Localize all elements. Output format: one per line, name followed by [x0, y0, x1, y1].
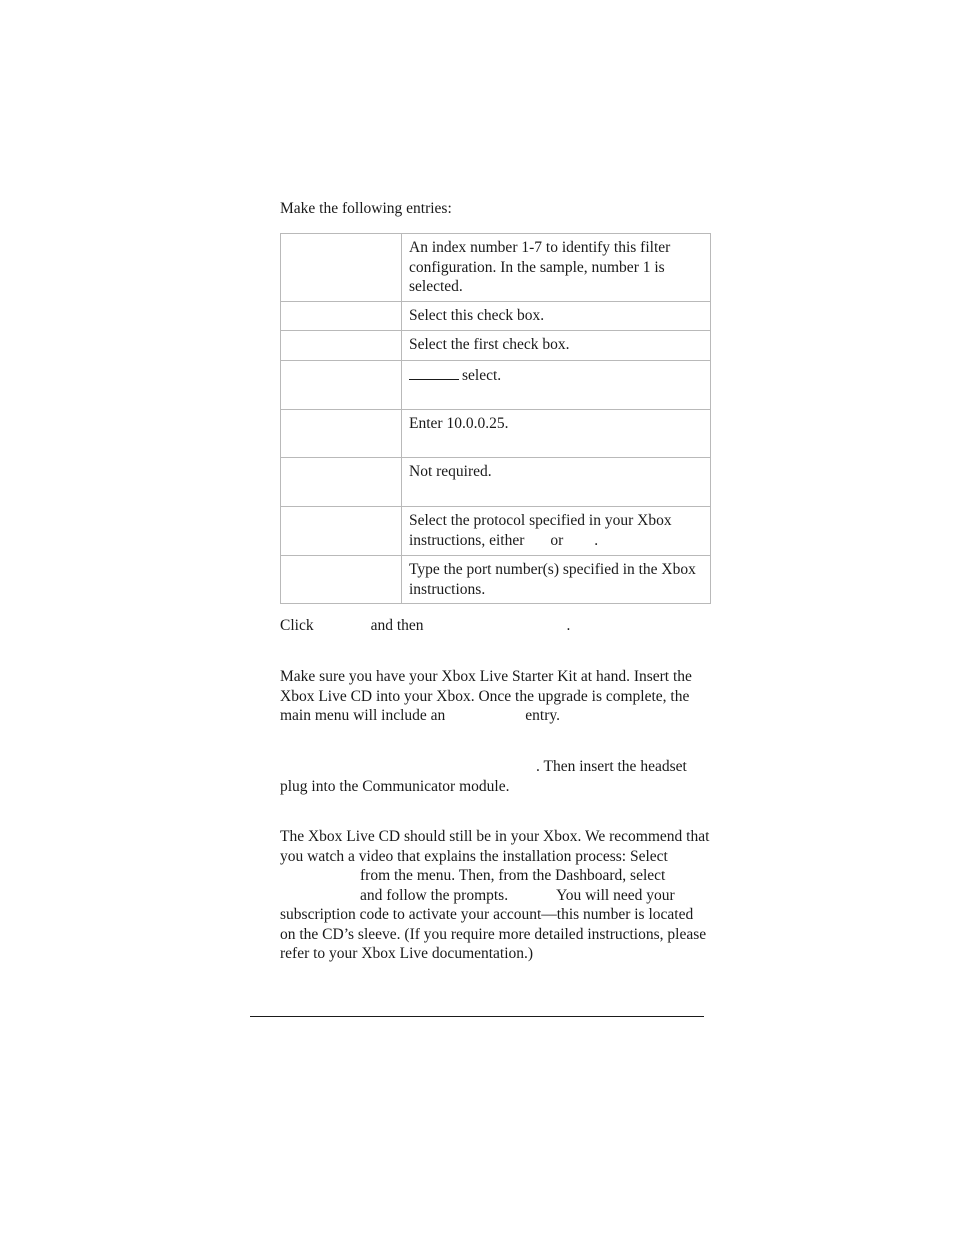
paragraph-starter-kit: [280, 667, 710, 726]
table-row: [281, 234, 711, 302]
row-description: Type the port number(s) specified in the Xbox instructions.: [402, 556, 711, 604]
row-label: [281, 331, 402, 361]
row-description-text: Select the protocol specified in your Xbox instructions, either: [409, 512, 672, 549]
row-description: An index number 1-7 to identify this filter configuration. In the sample, number 1 is selected.: [402, 234, 711, 302]
click-text: Click: [280, 617, 314, 634]
paragraph-text: The Xbox Live CD should still be in your Xbox. We recommend that you watch a video that explains the installation process: Select: [280, 828, 710, 865]
row-label: [281, 458, 402, 507]
paragraph-text: and follow the prompts.: [360, 886, 509, 904]
table-row: [281, 556, 711, 604]
row-description: [402, 507, 711, 556]
row-description-text: select.: [462, 367, 502, 384]
row-description: [402, 361, 711, 410]
table-row: [281, 507, 711, 556]
table-row: [281, 410, 711, 458]
paragraph-text: from the menu. Then, from the Dashboard, select: [360, 867, 666, 884]
row-description: Select the first check box.: [402, 331, 711, 361]
row-description: Not required.: [402, 458, 711, 507]
row-description: Enter 10.0.0.25.: [402, 410, 711, 458]
row-label: [281, 234, 402, 302]
click-instruction: [280, 616, 570, 636]
paragraph-text: . Then insert the headset plug into the Communicator module.: [280, 758, 687, 795]
paragraph-text: entry.: [525, 707, 561, 724]
row-label: [281, 302, 402, 331]
row-label: [281, 556, 402, 604]
click-text: .: [566, 617, 571, 634]
table-row: [281, 302, 711, 331]
row-label: [281, 410, 402, 458]
table-row: [281, 331, 711, 361]
click-text: and then: [370, 617, 424, 634]
underline-blank: [409, 365, 459, 380]
row-description-text: or: [550, 531, 564, 549]
paragraph-text: You will need your subscription code to activate your account—this number is located on the CD’s sleeve. (If you require more detailed instructions, please refer to your Xbox Live documentation.): [280, 886, 707, 962]
table-row: [281, 458, 711, 507]
paragraph-text: Make sure you have your Xbox Live Starter Kit at hand. Insert the Xbox Live CD into your Xbox. Once the upgrade is complete, the main menu will include an: [280, 668, 692, 724]
row-label: [281, 507, 402, 556]
footer-rule: [250, 1016, 704, 1017]
row-description-text: .: [594, 531, 599, 549]
paragraph-install: [280, 827, 710, 964]
intro-text: Make the following entries:: [280, 200, 452, 217]
entries-table: [280, 233, 711, 604]
row-description: Select this check box.: [402, 302, 711, 331]
paragraph-headset: [280, 757, 710, 796]
row-label: [281, 361, 402, 410]
table-row: [281, 361, 711, 410]
